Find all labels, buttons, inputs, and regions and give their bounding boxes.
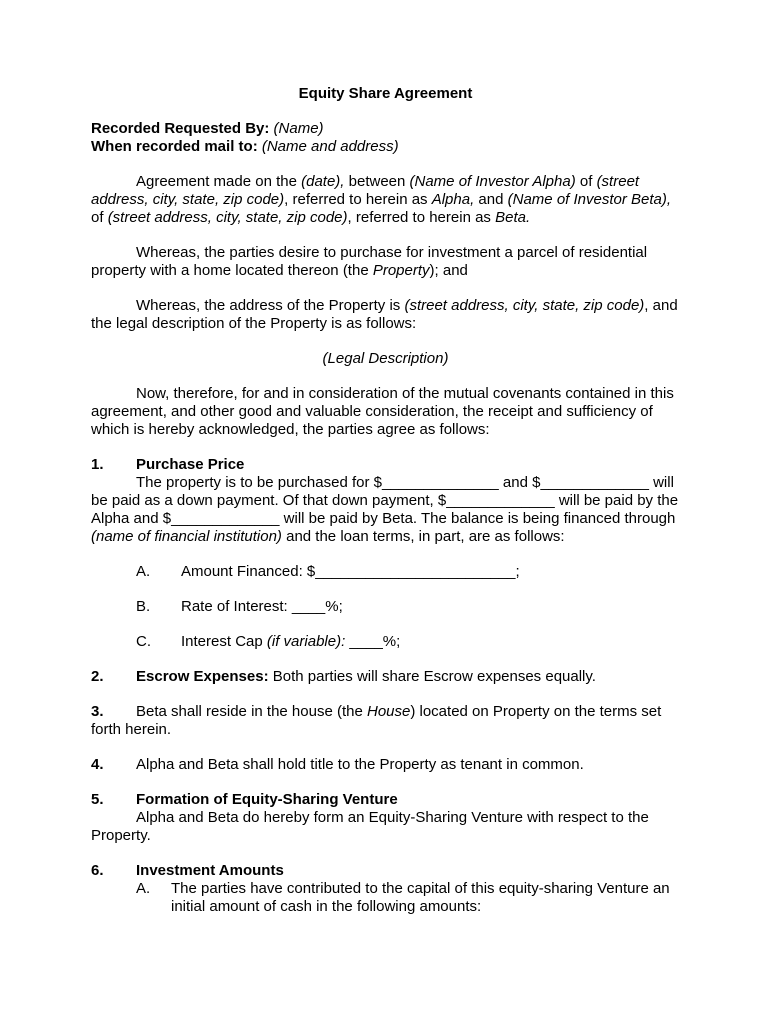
section-body: The property is to be purchased for $______________ and $_____________ will be paid as a down payment. Of that down payment, $_____________ will be paid by the Alpha and $_____________ will be paid by Beta. The balance is being financed through (name of financial institution) and the loan terms, in part, are as follows: <box>91 474 679 545</box>
mail-to-label: When recorded mail to: <box>91 138 258 155</box>
legal-description: (Legal Description) <box>322 350 449 367</box>
whereas-purchase-paragraph: Whereas, the parties desire to purchase for investment a parcel of residential property with a home located thereon (the Property); and <box>91 244 648 279</box>
recorded-by-value: (Name) <box>273 120 324 137</box>
section-formation: 5. Formation of Equity-Sharing Venture Alpha and Beta do hereby form an Equity-Sharing Venture with respect to the Property. <box>91 791 649 844</box>
section-title: Purchase Price <box>136 456 245 473</box>
section-purchase-price <box>91 456 680 546</box>
document-title: Equity Share Agreement <box>298 85 473 102</box>
consideration-paragraph: Now, therefore, for and in consideration of the mutual covenants contained in this agreement, and other good and valuable consideration, the receipt and sufficiency of which is hereby acknowledged, the parties agree as follows: <box>91 385 674 438</box>
section-title-holding: 4. Alpha and Beta shall hold title to the Property as tenant in common. <box>91 756 584 773</box>
mail-to-value: (Name and address) <box>261 138 399 155</box>
section-investment-amounts: 6. Investment Amounts A. The parties have contributed to the capital of this equity-sharing Venture an initial amount of cash in the following amounts: <box>91 862 680 916</box>
recorded-by-label: Recorded Requested By: <box>91 120 270 137</box>
item-capital-contribution: A. The parties have contributed to the capital of this equity-sharing Venture an initial amount of cash in the following amounts: <box>136 880 670 915</box>
item-interest-cap: C. Interest Cap (if variable): ____%; <box>136 633 401 650</box>
section-house: 3. Beta shall reside in the house (the House) located on Property on the terms set forth herein. <box>91 703 662 738</box>
item-amount-financed: A. Amount Financed: $________________________; <box>136 563 520 580</box>
whereas-address-paragraph: Whereas, the address of the Property is (street address, city, state, zip code), and the legal description of the Property is as follows: <box>91 297 678 332</box>
item-rate-of-interest: B. Rate of Interest: ____%; <box>136 598 343 615</box>
agreement-paragraph: Agreement made on the (date), between (Name of Investor Alpha) of (street address, city, state, zip code), referred to herein as Alpha, and (Name of Investor Beta), of (street address, city, state, zip code), referred to herein as Beta. <box>91 173 672 226</box>
section-number: 1. <box>91 456 104 473</box>
recording-block <box>91 120 680 156</box>
section-escrow-expenses: 2. Escrow Expenses: Both parties will share Escrow expenses equally. <box>91 668 596 685</box>
